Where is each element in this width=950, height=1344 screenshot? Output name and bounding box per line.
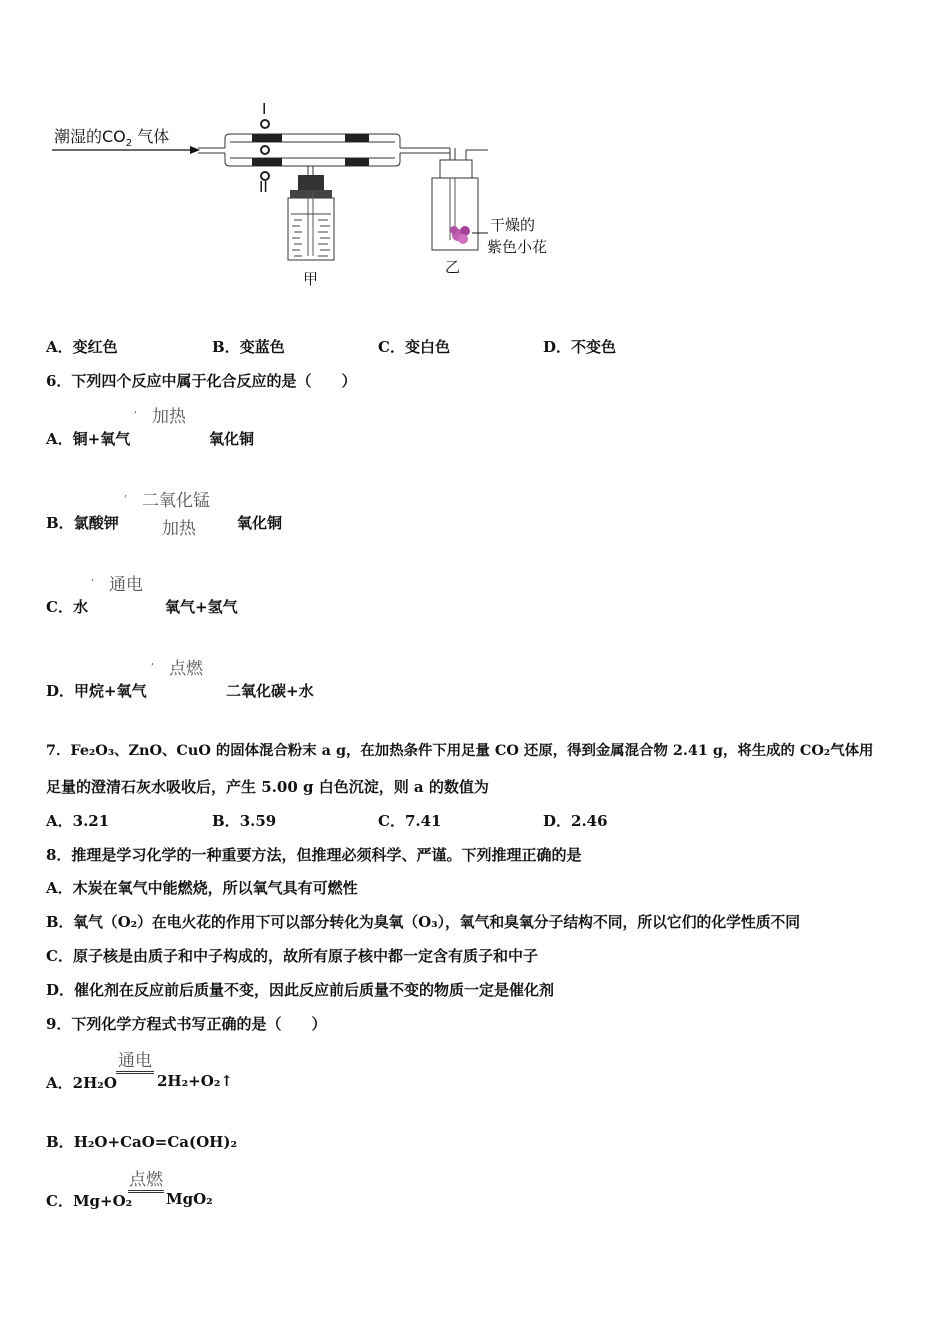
q9-a-condition: 通电	[116, 1046, 154, 1074]
valve-1-label: I	[262, 100, 267, 118]
q7-option-d[interactable]: D．2.46	[543, 812, 608, 830]
apparatus-figure	[40, 90, 580, 300]
q9-stem: 9．下列化学方程式书写正确的是（ ）	[46, 1015, 327, 1033]
q6-b-product: 氧化铜	[237, 514, 283, 532]
bottle-jia	[288, 198, 334, 260]
q7-stem-line2: 足量的澄清石灰水吸收后，产生 5.00 g 白色沉淀，则 a 的数值为	[46, 778, 489, 796]
bottle-jia-label: 甲	[303, 270, 319, 288]
q5-option-d[interactable]: D．不变色	[543, 338, 617, 356]
q6-d-product: 二氧化碳+水	[226, 682, 314, 700]
q8-option-c[interactable]: C．原子核是由质子和中子构成的，故所有原子核中都一定含有质子和中子	[46, 947, 538, 965]
q6-a-condition: 加热	[152, 407, 186, 427]
flower-label-1: 干燥的	[490, 216, 536, 234]
q9-option-c[interactable]: C．Mg+O₂	[46, 1192, 133, 1210]
q8-option-a[interactable]: A．木炭在氧气中能燃烧，所以氧气具有可燃性	[46, 879, 358, 897]
q6-c-condition: 通电	[109, 575, 143, 595]
q6-option-d[interactable]: D．甲烷+氧气	[46, 682, 147, 700]
q6-a-product: 氧化铜	[209, 430, 255, 448]
q9-c-condition: 点燃	[128, 1165, 164, 1193]
bottle-yi-label: 乙	[445, 258, 461, 276]
q8-option-b[interactable]: B．氧气（O₂）在电火花的作用下可以部分转化为臭氧（O₃），氧气和臭氧分子结构不同，所以它们的化学性质不同	[46, 914, 801, 931]
q9-option-a[interactable]: A．2H₂O	[46, 1074, 117, 1092]
q5-option-a[interactable]: A．变红色	[46, 338, 118, 356]
q6-d-condition: 点燃	[169, 659, 203, 679]
q7-option-b[interactable]: B．3.59	[212, 812, 277, 830]
q9-c-product: MgO₂	[166, 1190, 213, 1208]
q6-option-c[interactable]: C．水	[46, 598, 88, 616]
q7-option-c[interactable]: C．7.41	[378, 812, 442, 830]
q5-option-c[interactable]: C．变白色	[378, 338, 450, 356]
q7-stem-line1: 7．Fe₂O₃、ZnO、CuO 的固体混合粉末 a g，在加热条件下用足量 CO 还原，得到金属混合物 2.41 g，将生成的 CO₂气体用	[46, 742, 874, 759]
q8-option-d[interactable]: D．催化剂在反应前后质量不变，因此反应前后质量不变的物质一定是催化剂	[46, 981, 555, 999]
q6-b-condition-top: 二氧化锰	[142, 491, 210, 511]
q6-c-product: 氧气+氢气	[165, 598, 238, 616]
q6-b-condition-bottom: 加热	[162, 519, 196, 539]
valve-2-label: II	[259, 178, 268, 196]
q7-option-a[interactable]: A．3.21	[46, 812, 110, 830]
q6-stem: 6．下列四个反应中属于化合反应的是（ ）	[46, 372, 357, 390]
q6-option-b[interactable]: B．氯酸钾	[46, 514, 119, 532]
q9-option-b[interactable]: B．H₂O+CaO=Ca(OH)₂	[46, 1133, 238, 1151]
q8-stem: 8．推理是学习化学的一种重要方法，但推理必须科学、严谨。下列推理正确的是	[46, 846, 582, 864]
q9-a-product: 2H₂+O₂↑	[157, 1072, 233, 1090]
gas-label: 潮湿的$CO_2$ 气体	[54, 127, 170, 149]
q5-option-b[interactable]: B．变蓝色	[212, 338, 285, 356]
flower-label-2: 紫色小花	[487, 238, 548, 256]
q6-option-a[interactable]: A．铜+氧气	[46, 430, 131, 448]
